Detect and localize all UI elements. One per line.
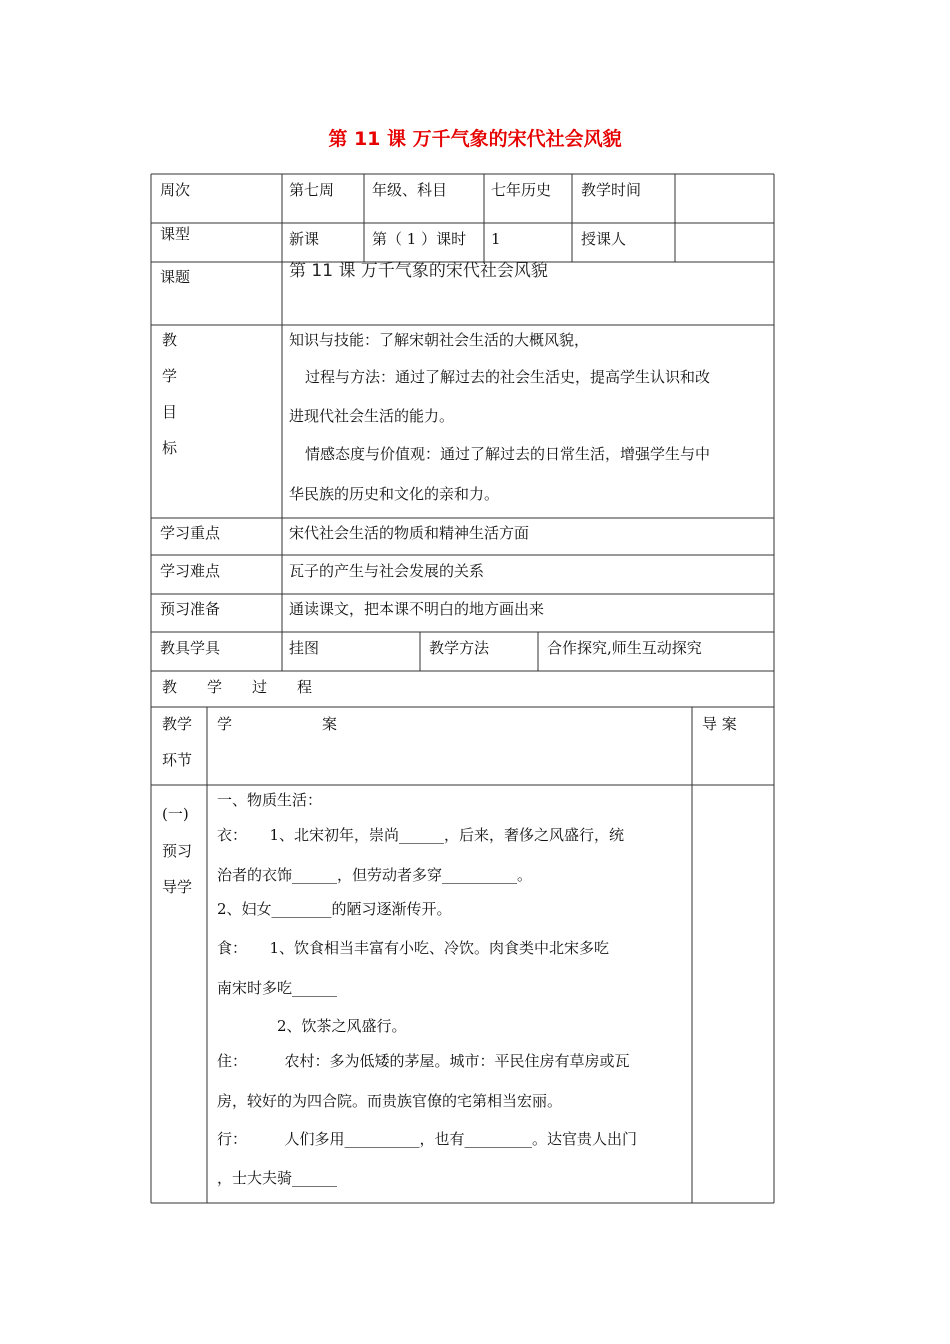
cell-key-value: 宋代社会生活的物质和精神生活方面 (289, 524, 530, 542)
plan-line-5: 食： 1、饮食相当丰富有小吃、冷饮。肉食类中北宋多吃 (217, 939, 610, 957)
cell-tools-label: 教具学具 (160, 639, 221, 657)
cell-guide-heading: 导 案 (702, 715, 737, 733)
cell-time-label: 教学时间 (581, 181, 642, 199)
cell-period-label: 第（ 1 ）课时 (372, 230, 467, 248)
cell-process-heading: 教 学 过 程 (162, 678, 313, 696)
cell-plan-heading: 学 案 (217, 715, 338, 733)
cell-week-label: 周次 (160, 181, 191, 199)
cell-difficulty-value: 瓦子的产生与社会发展的关系 (289, 562, 485, 580)
cell-difficulty-label: 学习难点 (160, 562, 221, 580)
plan-line-10: 行： 人们多用__________，也有_________。达官贵人出门 (217, 1130, 638, 1148)
cell-topic-value: 第 11 课 万千气象的宋代社会风貌 (289, 261, 548, 281)
plan-line-9: 房，较好的为四合院。而贵族官僚的宅第相当宏丽。 (217, 1092, 563, 1110)
plan-line-4: 2、妇女________的陋习逐渐传开。 (217, 900, 452, 918)
cell-method-label: 教学方法 (429, 639, 490, 657)
plan-line-3: 治者的衣饰______，但劳动者多穿__________。 (217, 866, 533, 884)
goal-line-2: 过程与方法：通过了解过去的社会生活史，提高学生认识和改 (305, 368, 711, 386)
cell-stage-label-2: 环节 (162, 751, 193, 769)
plan-line-8: 住： 农村：多为低矮的茅屋。城市：平民住房有草房或瓦 (217, 1052, 630, 1070)
cell-section-num: (一) (162, 805, 189, 823)
cell-goal-label-4: 标 (162, 439, 178, 457)
cell-stage-label-1: 教学 (162, 715, 193, 733)
cell-topic-label: 课题 (160, 268, 191, 286)
plan-line-6: 南宋时多吃______ (217, 979, 338, 997)
goal-line-1: 知识与技能：了解宋朝社会生活的大概风貌， (289, 331, 590, 349)
cell-prep-value: 通读课文，把本课不明白的地方画出来 (289, 600, 545, 618)
cell-prep-label: 预习准备 (160, 600, 221, 618)
cell-type-value: 新课 (289, 230, 320, 248)
cell-week-value: 第七周 (289, 181, 335, 199)
plan-line-2: 衣： 1、北宋初年，崇尚______，后来，奢侈之风盛行，统 (217, 826, 625, 844)
goal-line-4: 情感态度与价值观：通过了解过去的日常生活，增强学生与中 (305, 445, 711, 463)
plan-line-1: 一、物质生活： (217, 791, 323, 809)
page-title: 第 11 课 万千气象的宋代社会风貌 (328, 128, 622, 150)
cell-period-value: 1 (491, 230, 501, 248)
plan-line-11: ，士大夫骑______ (217, 1169, 338, 1187)
cell-goal-label-1: 教 (162, 331, 178, 349)
cell-goal-label-2: 学 (162, 367, 178, 385)
cell-type-label: 课型 (160, 225, 191, 243)
cell-method-value: 合作探究,师生互动探究 (547, 639, 702, 657)
cell-grade-label: 年级、科目 (372, 181, 448, 199)
cell-grade-value: 七年历史 (491, 181, 552, 199)
cell-tools-value: 挂图 (289, 639, 320, 657)
plan-line-7: 2、饮茶之风盛行。 (217, 1017, 407, 1035)
cell-section-label-1: 预习 (162, 842, 193, 860)
goal-line-3: 进现代社会生活的能力。 (289, 407, 455, 425)
cell-section-label-2: 导学 (162, 878, 193, 896)
cell-teacher-label: 授课人 (581, 230, 627, 248)
cell-key-label: 学习重点 (160, 524, 221, 542)
goal-line-5: 华民族的历史和文化的亲和力。 (289, 485, 500, 503)
cell-goal-label-3: 目 (162, 403, 178, 421)
